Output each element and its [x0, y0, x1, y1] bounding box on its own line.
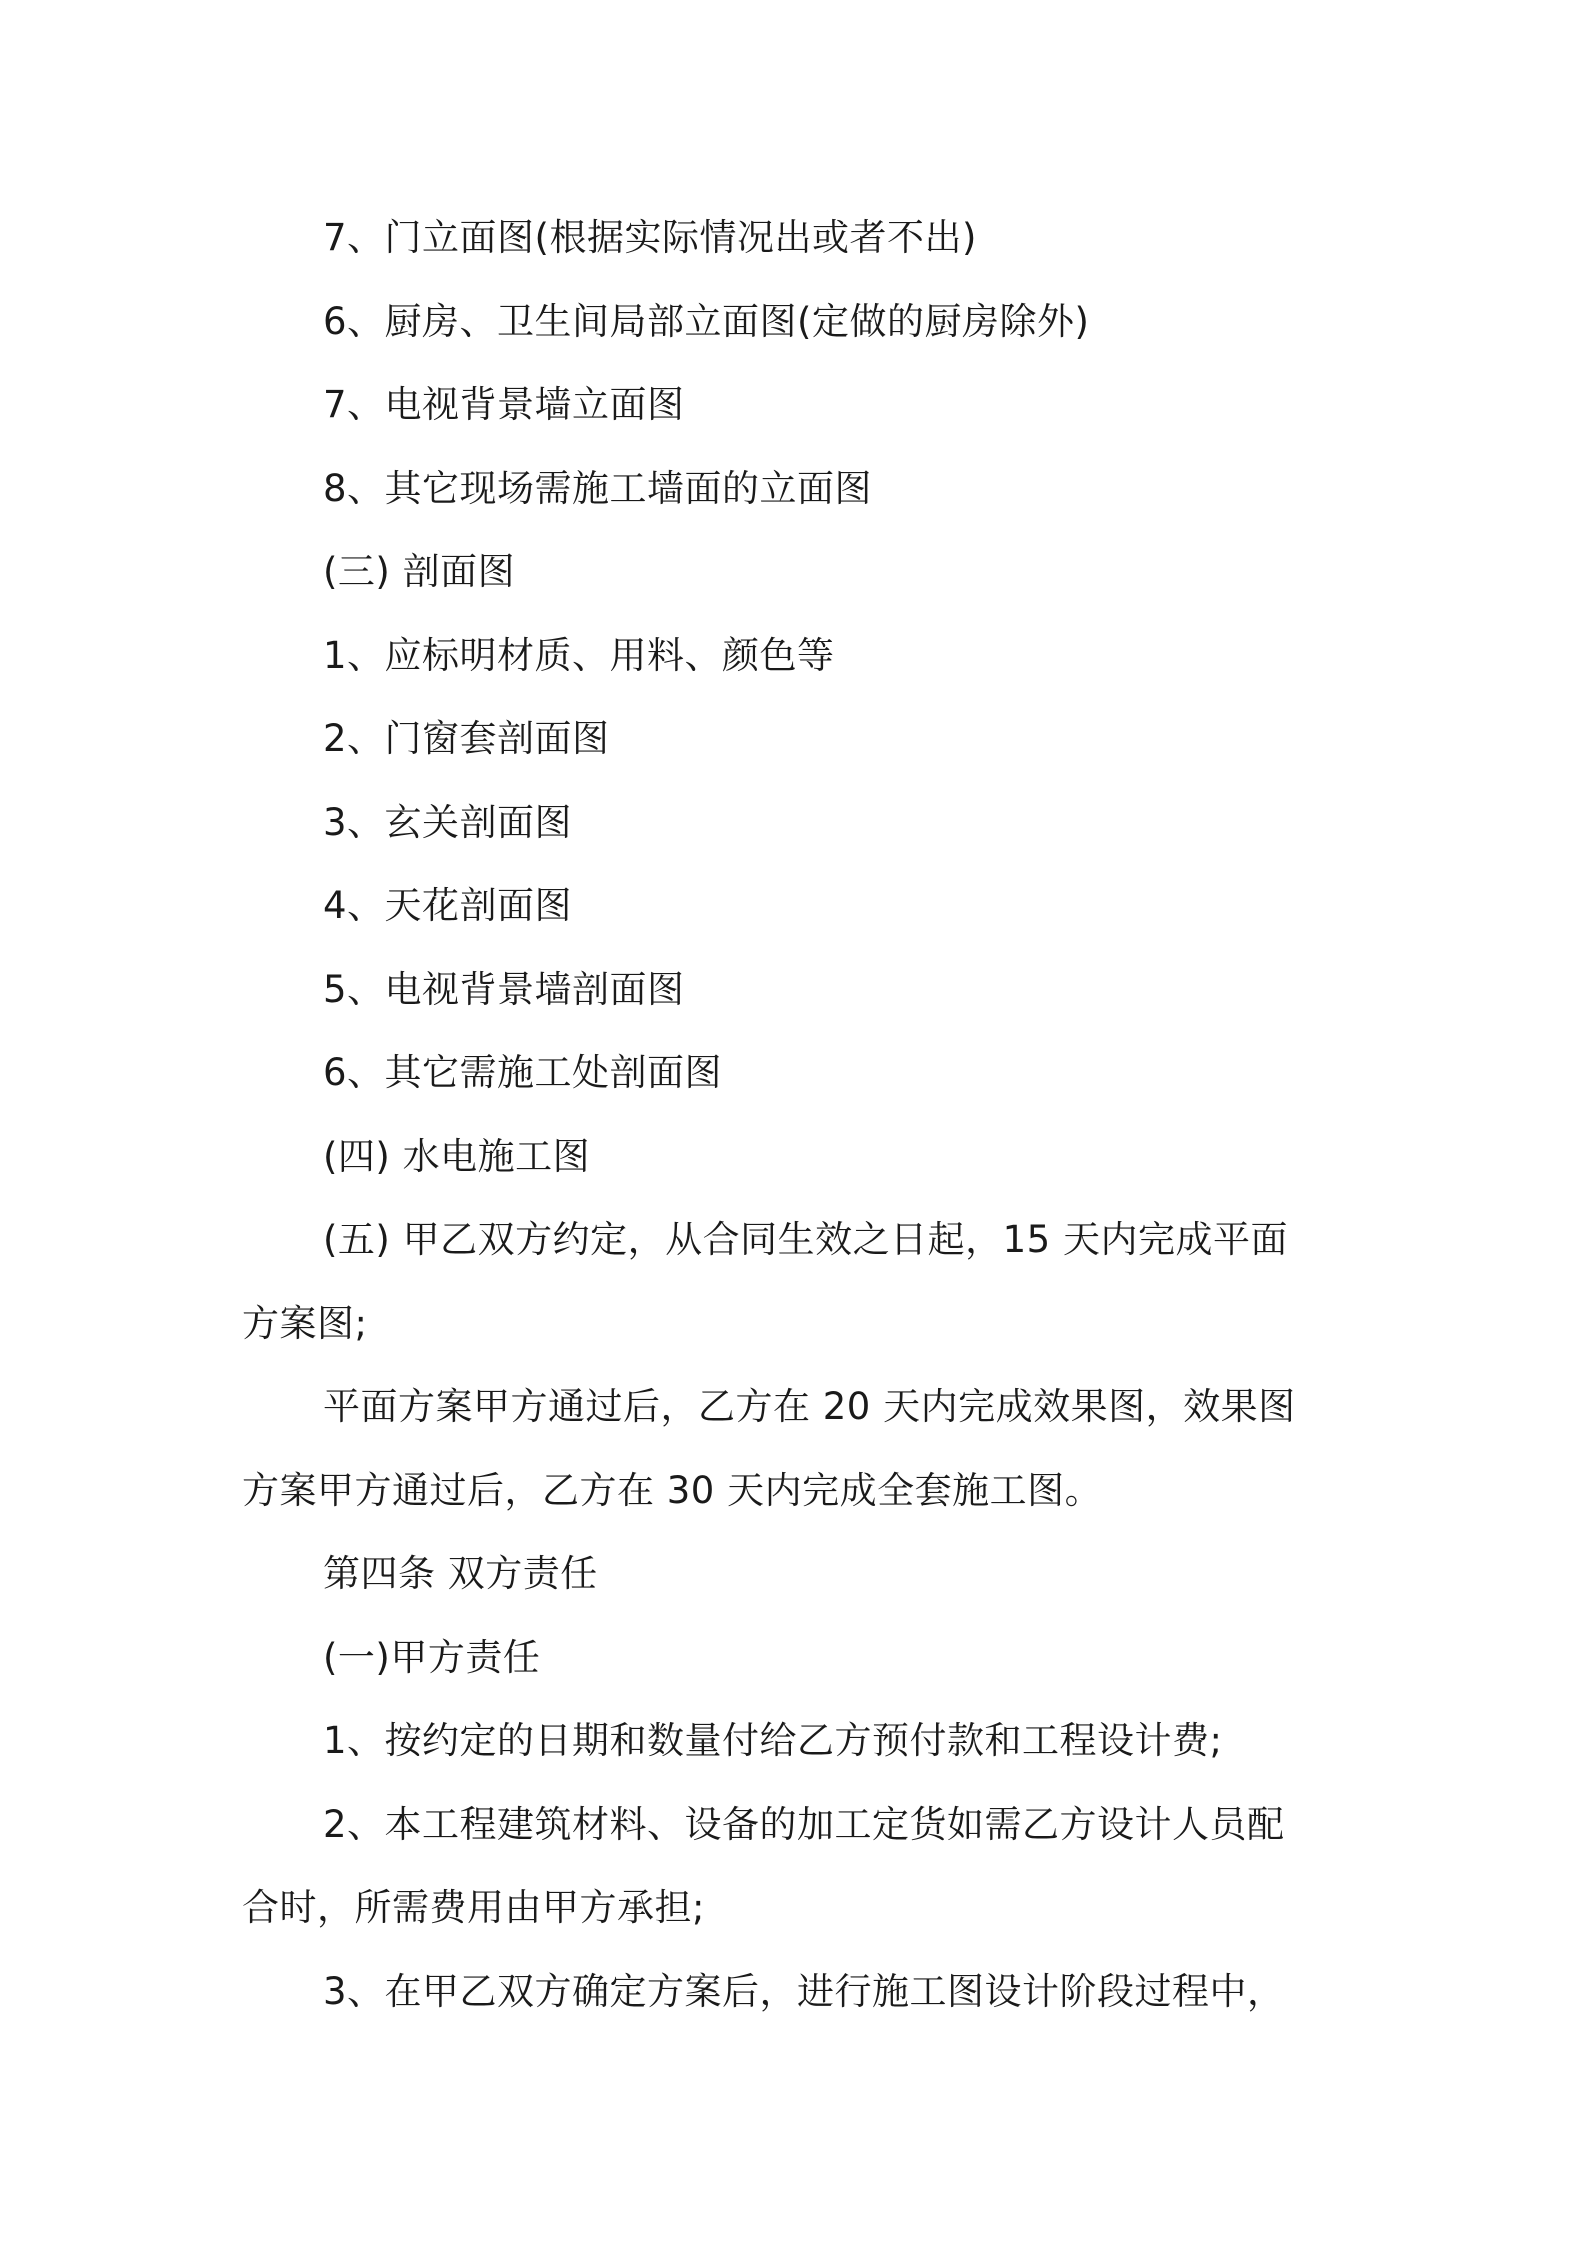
list-item: 7、电视背景墙立面图	[323, 383, 685, 426]
list-item: 2、门窗套剖面图	[323, 717, 610, 760]
paragraph-line: 平面方案甲方通过后，乙方在 20 天内完成效果图，效果图	[323, 1385, 1296, 1428]
list-item: 6、厨房、卫生间局部立面图(定做的厨房除外)	[323, 299, 1090, 343]
document-body	[242, 196, 1352, 2033]
list-item: 2、本工程建筑材料、设备的加工定货如需乙方设计人员配	[323, 1802, 1285, 1846]
paragraph-line: 方案图;	[242, 1301, 368, 1345]
section-heading: (四) 水电施工图	[323, 1134, 591, 1178]
list-item: 3、玄关剖面图	[323, 800, 573, 844]
list-item: 4、天花剖面图	[323, 884, 573, 927]
list-item: 1、按约定的日期和数量付给乙方预付款和工程设计费;	[323, 1719, 1223, 1762]
list-item: 5、电视背景墙剖面图	[323, 967, 685, 1011]
section-heading: (一)甲方责任	[323, 1635, 541, 1679]
list-item: 8、其它现场需施工墙面的立面图	[323, 466, 873, 510]
section-heading: (三) 剖面图	[323, 550, 516, 593]
list-item: 3、在甲乙双方确定方案后，进行施工图设计阶段过程中，	[323, 1969, 1285, 2013]
list-item: 7、门立面图(根据实际情况出或者不出)	[323, 216, 977, 259]
list-item: 6、其它需施工处剖面图	[323, 1051, 723, 1094]
paragraph-line: (五) 甲乙双方约定，从合同生效之日起，15 天内完成平面	[323, 1218, 1288, 1261]
article-heading: 第四条 双方责任	[323, 1552, 598, 1595]
list-item: 1、应标明材质、用料、颜色等	[323, 633, 835, 677]
paragraph-line: 合时，所需费用由甲方承担;	[242, 1886, 705, 1929]
paragraph-line: 方案甲方通过后，乙方在 30 天内完成全套施工图。	[242, 1468, 1103, 1512]
